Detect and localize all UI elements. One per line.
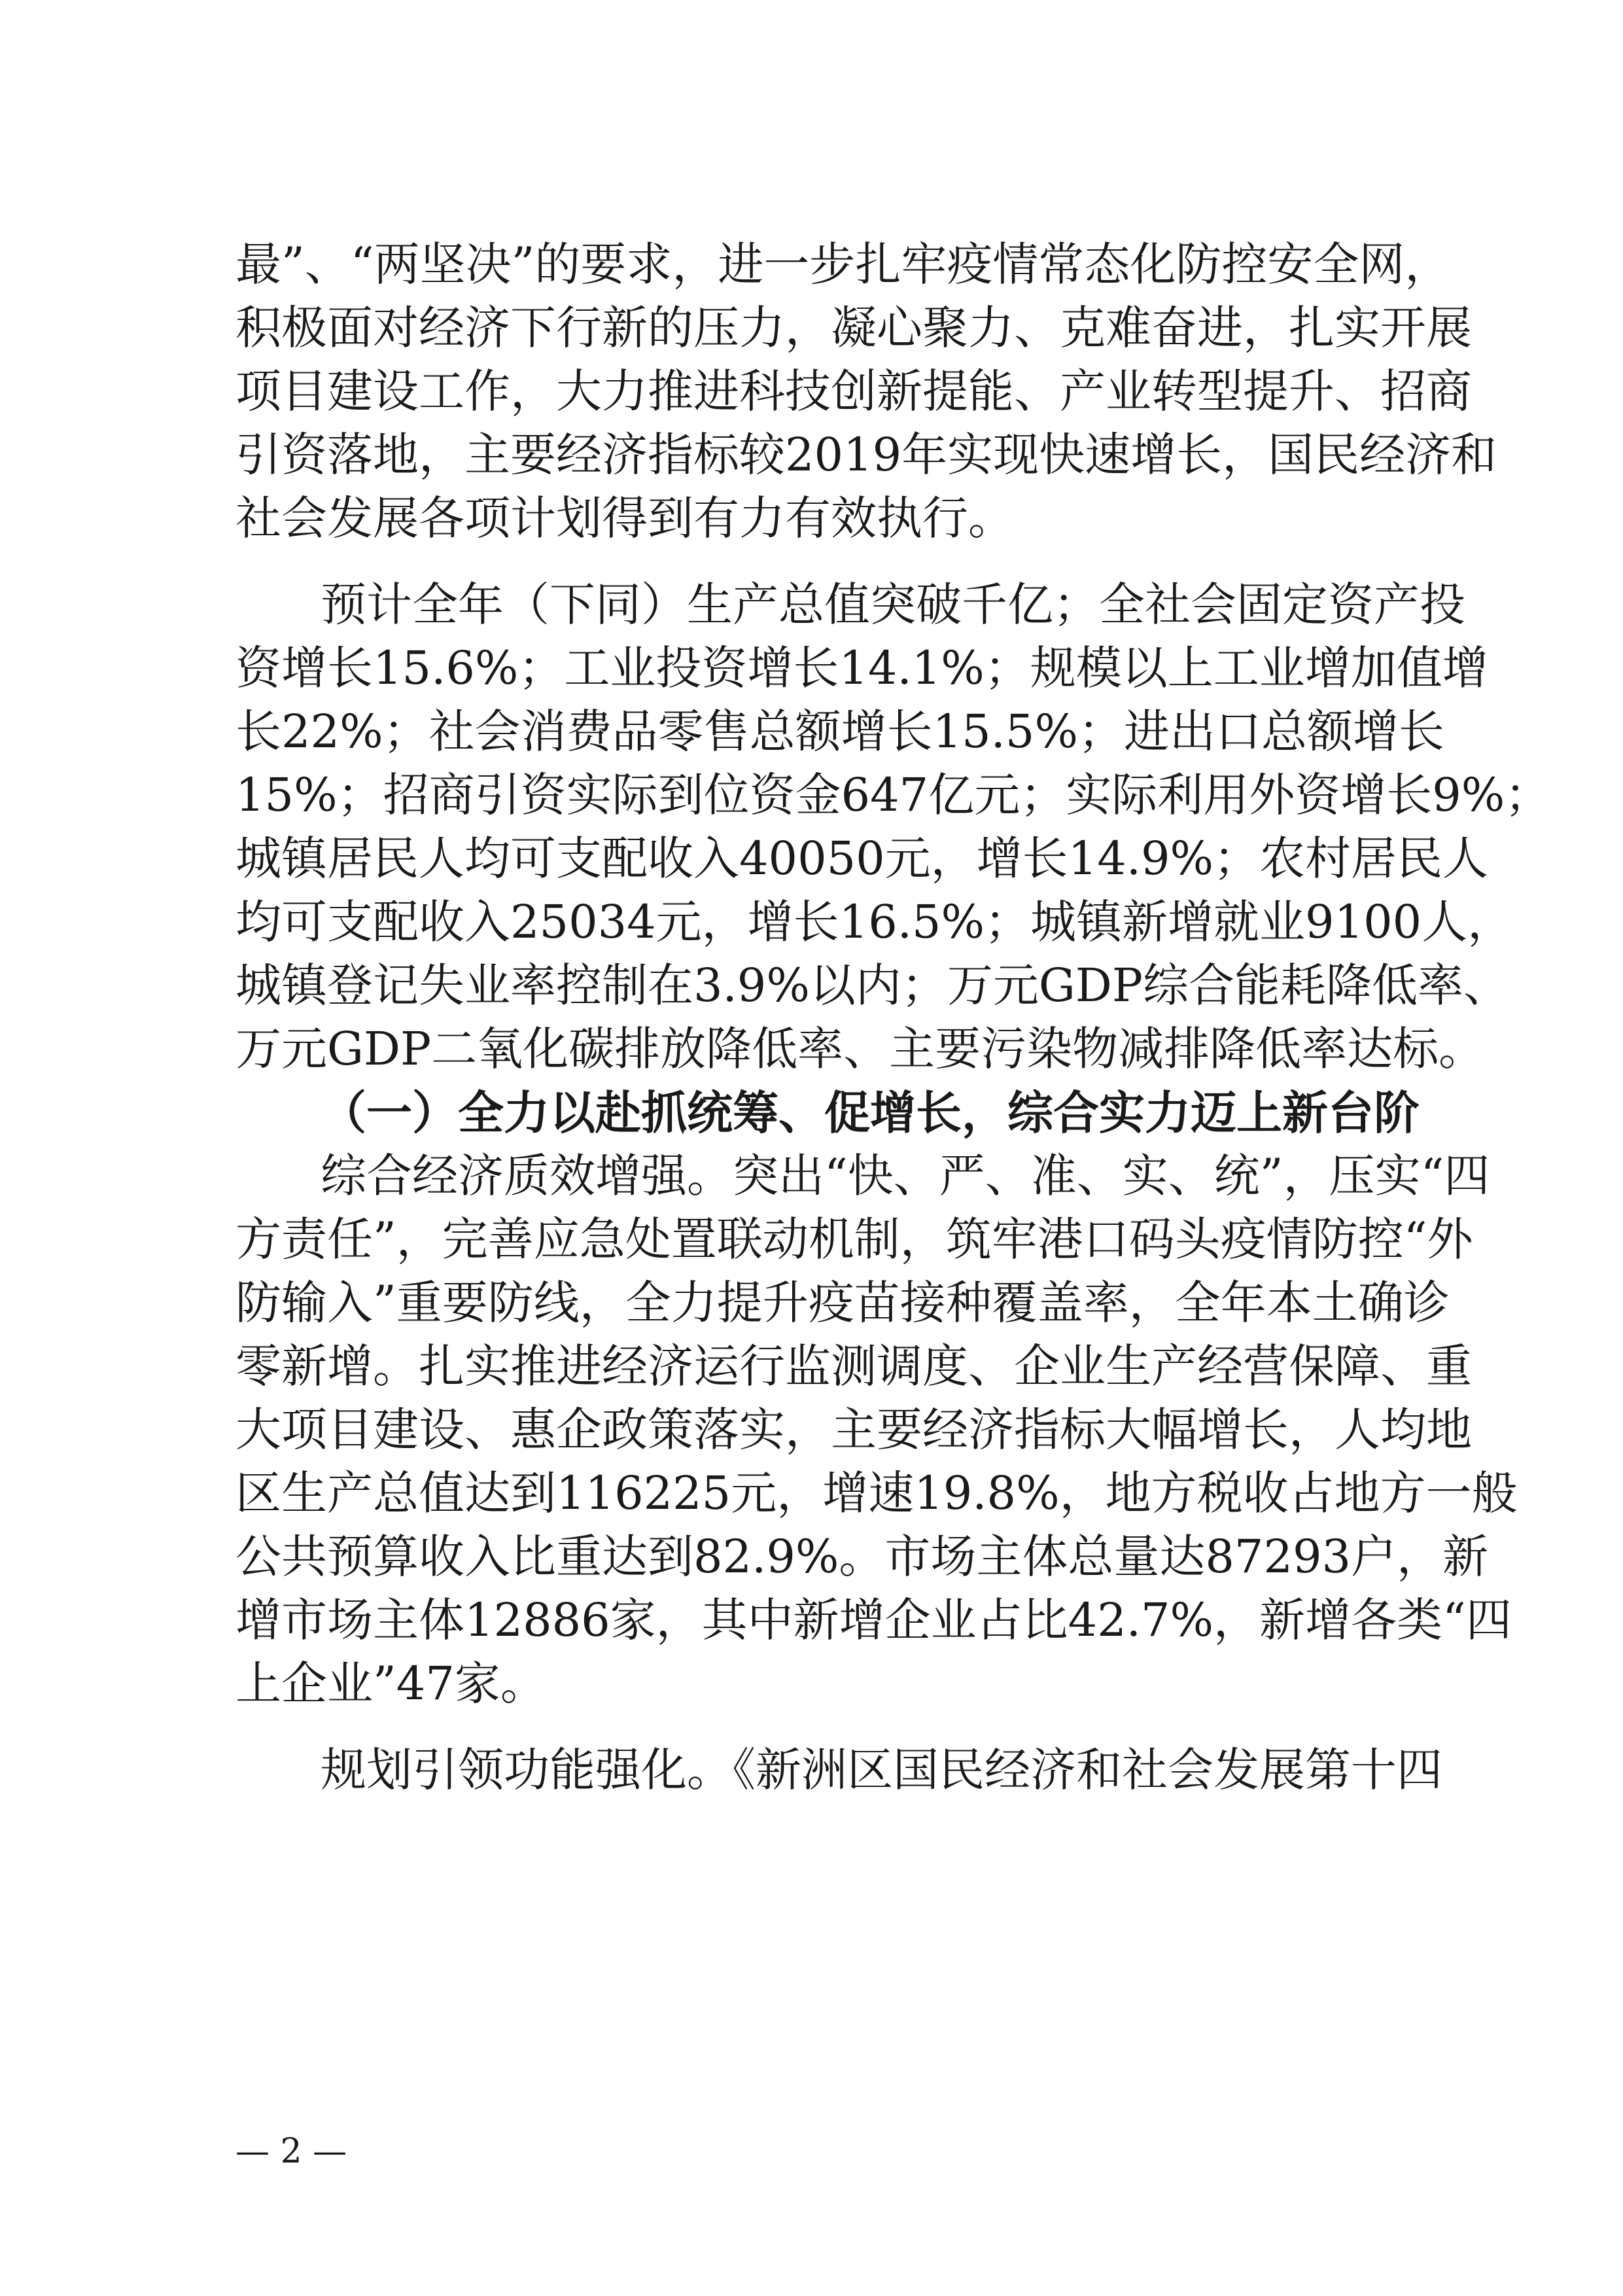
text-line: 积极面对经济下行新的压力，凝心聚力、克难奋进，扎实开展 [236, 301, 1472, 355]
paragraph-1 [236, 233, 1497, 550]
document-body [236, 233, 1551, 1802]
paragraph-gap [236, 1716, 1387, 1739]
text-line: 项目建设工作，大力推进科技创新提能、产业转型提升、招商 [236, 364, 1472, 418]
text-line: 引资落地，主要经济指标较2019年实现快速增长，国民经济和 [236, 428, 1497, 482]
text-line: 城镇居民人均可支配收入40050元，增长14.9%；农村居民人 [236, 832, 1489, 885]
paragraph-gap [236, 550, 1387, 573]
text-line: 15%；招商引资实际到位资金647亿元；实际利用外资增长9%； [236, 768, 1551, 822]
text-line: 方责任”，完善应急处置联动机制，筑牢港口码头疫情防控“外 [236, 1212, 1473, 1266]
text-line: 均可支配收入25034元，增长16.5%；城镇新增就业9100人， [236, 895, 1514, 949]
text-line: 最”、“两坚决”的要求，进一步扎牢疫情常态化防控安全网， [236, 238, 1451, 291]
text-line: 大项目建设、惠企政策落实，主要经济指标大幅增长，人均地 [236, 1403, 1472, 1457]
text-line: 综合经济质效增强。突出“快、严、准、实、统”，压实“四 [321, 1149, 1490, 1203]
text-line: 资增长15.6%；工业投资增长14.1%；规模以上工业增加值增 [236, 641, 1488, 695]
text-line: 城镇登记失业率控制在3.9%以内；万元GDP综合能耗降低率、 [236, 959, 1509, 1012]
text-line: 增市场主体12886家，其中新增企业占比42.7%，新增各类“四 [236, 1593, 1512, 1647]
text-line: 上企业”47家。 [236, 1657, 546, 1710]
paragraph-4 [236, 1739, 1442, 1802]
paragraph-2 [236, 573, 1551, 1081]
text-line: 防输入”重要防线，全力提升疫苗接种覆盖率，全年本土确诊 [236, 1276, 1450, 1330]
text-line: 规划引领功能强化。《新洲区国民经济和社会发展第十四 [321, 1743, 1442, 1797]
text-line: 社会发展各项计划得到有力有效执行。 [236, 491, 1014, 545]
text-line: 预计全年（下同）生产总值突破千亿；全社会固定资产投 [321, 578, 1465, 631]
paragraph-3 [236, 1144, 1518, 1716]
text-line: 零新增。扎实推进经济运行监测调度、企业生产经营保障、重 [236, 1339, 1472, 1393]
section-heading: （一）全力以赴抓统筹、促增长，综合实力迈上新台阶 [321, 1086, 1420, 1140]
text-line: 万元GDP二氧化碳排放降低率、主要污染物减排降低率达标。 [236, 1022, 1485, 1076]
text-line: 区生产总值达到116225元，增速19.8%，地方税收占地方一般 [236, 1466, 1518, 1520]
page-number: — 2 — [236, 2132, 347, 2171]
text-line: 公共预算收入比重达到82.9%。市场主体总量达87293户，新 [236, 1530, 1489, 1583]
text-line: 长22%；社会消费品零售总额增长15.5%；进出口总额增长 [236, 705, 1444, 758]
